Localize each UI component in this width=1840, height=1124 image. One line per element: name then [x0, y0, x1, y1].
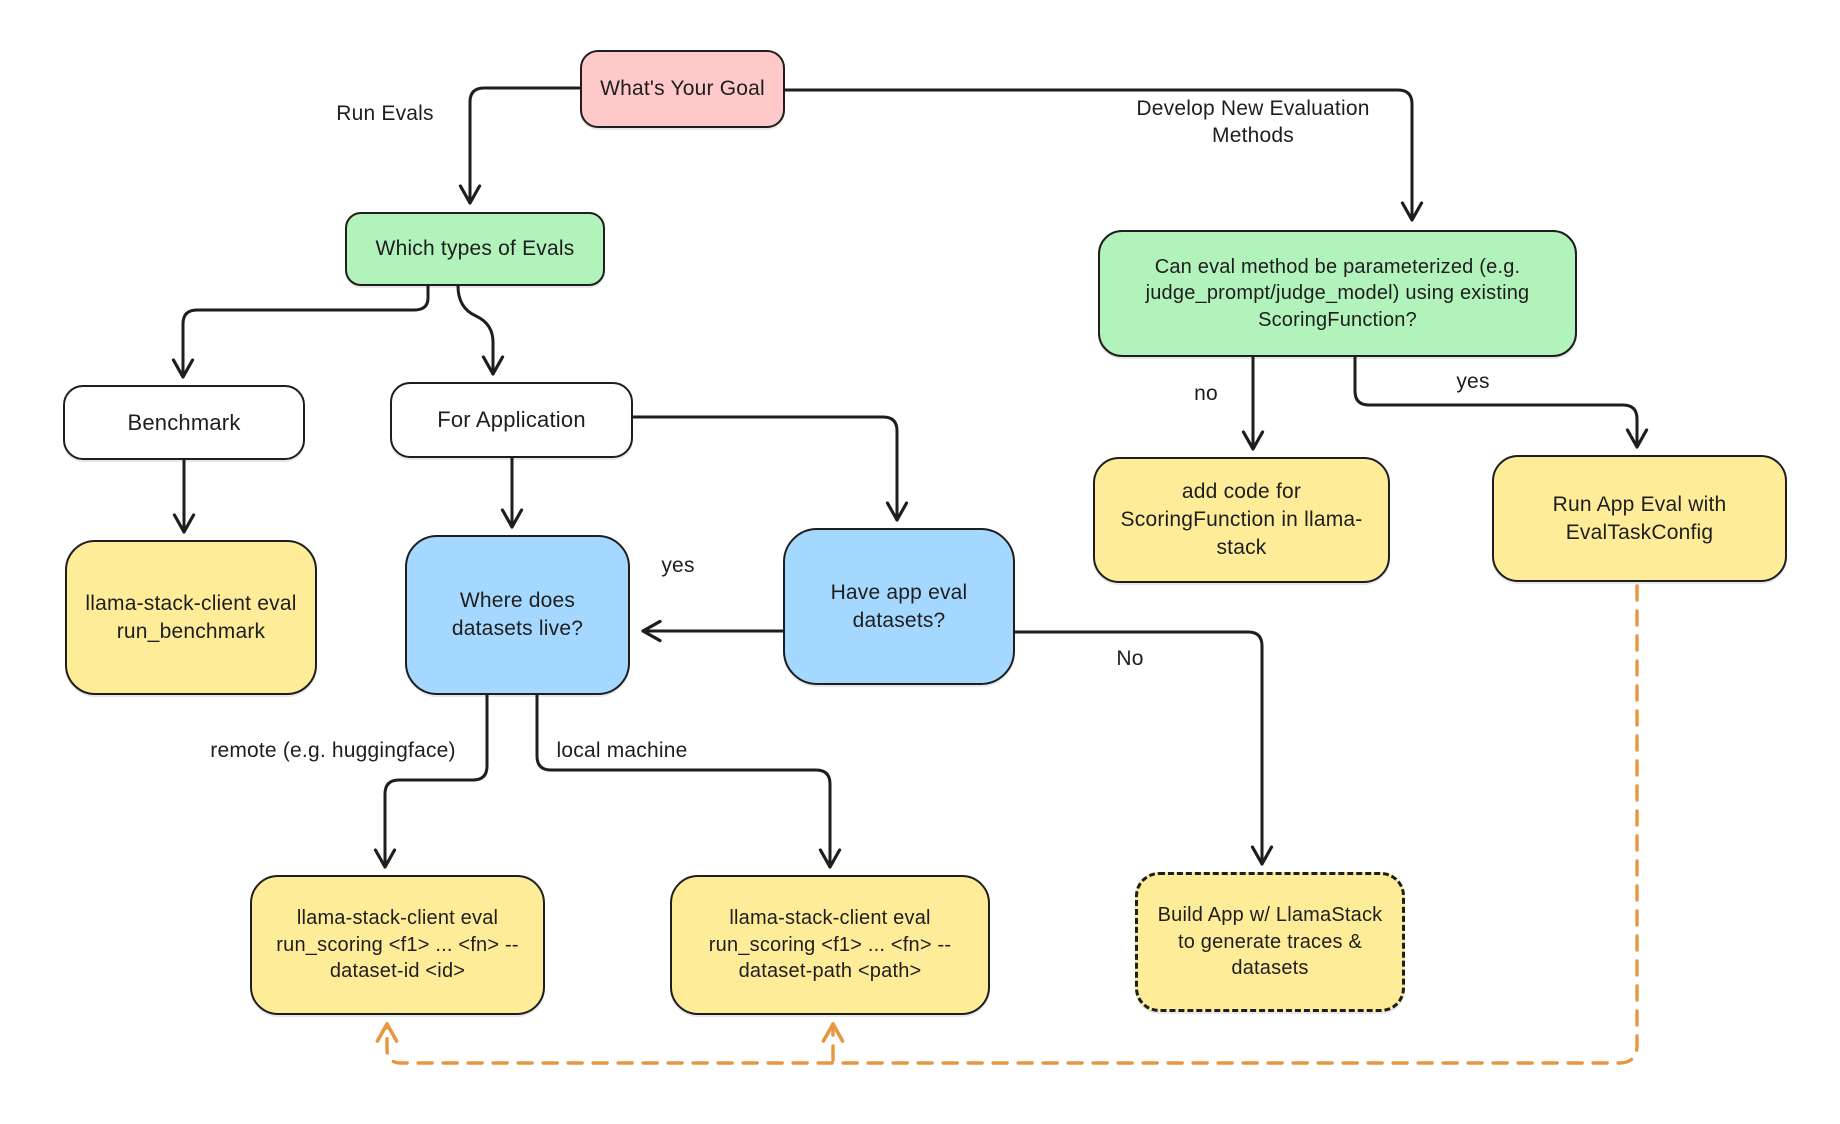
edge-label-yes-have-datasets: yes [661, 554, 695, 577]
edge-label-local-machine: local machine [556, 739, 688, 762]
node-build-app-with-llamastack: Build App w/ LlamaStack to generate traces & datasets [1135, 872, 1405, 1012]
node-where-does-datasets-live: Where does datasets live? [405, 535, 630, 695]
node-whats-your-goal: What's Your Goal [580, 50, 785, 128]
node-run-app-eval-with-evaltaskconfig: Run App Eval with EvalTaskConfig [1492, 455, 1787, 582]
edge-goal-to-which-types [470, 88, 580, 203]
edge-label-run-evals: Run Evals [336, 102, 434, 125]
node-for-application: For Application [390, 382, 633, 458]
edge-where-datasets-remote-to-run-scoring-id [385, 695, 487, 867]
node-benchmark: Benchmark [63, 385, 305, 460]
edge-which-types-to-benchmark [183, 286, 428, 377]
edge-label-yes-parameterized: yes [1456, 370, 1490, 393]
node-can-eval-method-be-parameterized: Can eval method be parameterized (e.g. judge_prompt/judge_model) using existing ScoringFunction? [1098, 230, 1577, 357]
node-add-code-for-scoringfunction: add code for ScoringFunction in llama-stack [1093, 457, 1390, 583]
edge-where-datasets-local-to-run-scoring-path [537, 695, 830, 867]
node-run-benchmark-command: llama-stack-client eval run_benchmark [65, 540, 317, 695]
edge-for-application-to-have-datasets [633, 417, 897, 520]
node-have-app-eval-datasets: Have app eval datasets? [783, 528, 1015, 685]
edge-which-types-to-for-application [458, 286, 493, 374]
node-which-types-of-evals: Which types of Evals [345, 212, 605, 286]
edge-label-no-parameterized: no [1194, 382, 1218, 405]
edge-label-remote-huggingface: remote (e.g. huggingface) [210, 739, 456, 762]
node-run-scoring-dataset-id: llama-stack-client eval run_scoring <f1> ... <fn> --dataset-id <id> [250, 875, 545, 1015]
edge-label-no-have-datasets: No [1116, 647, 1144, 670]
edge-label-develop-new-evaluation-methods: Develop New Evaluation Methods [1136, 97, 1370, 148]
node-run-scoring-dataset-path: llama-stack-client eval run_scoring <f1> ... <fn> --dataset-path <path> [670, 875, 990, 1015]
